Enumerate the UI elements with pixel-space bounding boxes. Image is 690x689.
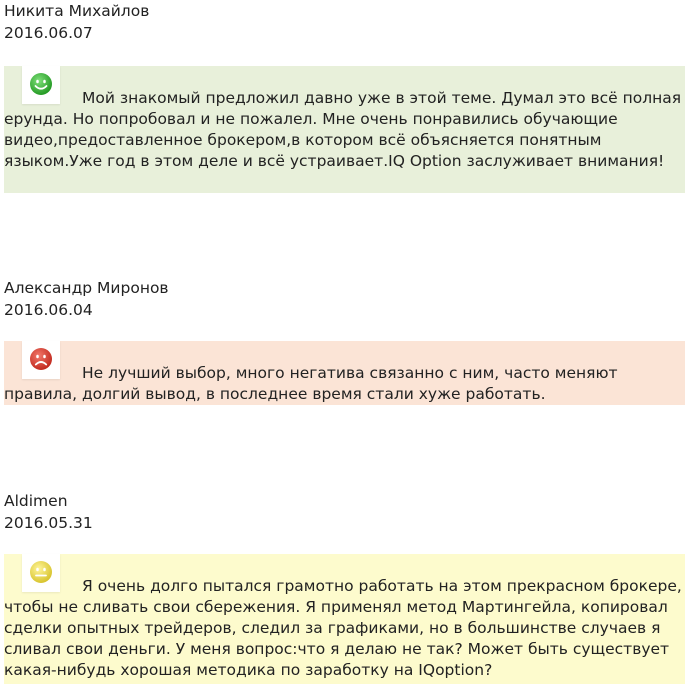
sentiment-badge	[22, 554, 60, 592]
sentiment-badge	[22, 341, 60, 379]
sad-face-icon	[29, 347, 53, 371]
review-body-positive	[4, 66, 685, 193]
review-date: 2016.06.07	[4, 24, 93, 42]
review-body-negative	[4, 341, 685, 405]
review-item	[4, 277, 685, 403]
review-item	[4, 0, 685, 170]
review-date: 2016.05.31	[4, 514, 93, 532]
review-text: Я очень долго пытался грамотно работать на этом прекрасном брокере, чтобы не сливать свои сбережения. Я применял метод Мартингейла, копировал сделки опытных трейдеров, следил за графиками, но в большинстве случаев я сливал свои деньги. У меня вопрос:что я делаю не так? Может быть существует какая-нибудь хорошая методика по заработку на IQoption?	[4, 577, 682, 679]
review-author: Aldimen	[4, 492, 68, 510]
review-body-neutral	[4, 554, 685, 684]
neutral-face-icon	[29, 560, 53, 584]
sentiment-badge	[22, 66, 60, 104]
happy-face-icon	[29, 72, 53, 96]
review-text: Мой знакомый предложил давно уже в этой теме. Думал это всё полная ерунда. Но попробовал и не пожалел. Мне очень понравились обучающие видео,предоставленное брокером,в котором всё объясняется понятным языком.Уже год в этом деле и всё устраивает.IQ Option заслуживает внимания!	[4, 89, 682, 170]
review-author: Александр Миронов	[4, 279, 169, 297]
review-author: Никита Михайлов	[4, 2, 150, 20]
review-text: Не лучший выбор, много негатива связанно с ним, часто меняют правила, долгий вывод, в последнее время стали хуже работать.	[4, 364, 618, 403]
review-date: 2016.06.04	[4, 301, 93, 319]
review-item	[4, 490, 685, 679]
